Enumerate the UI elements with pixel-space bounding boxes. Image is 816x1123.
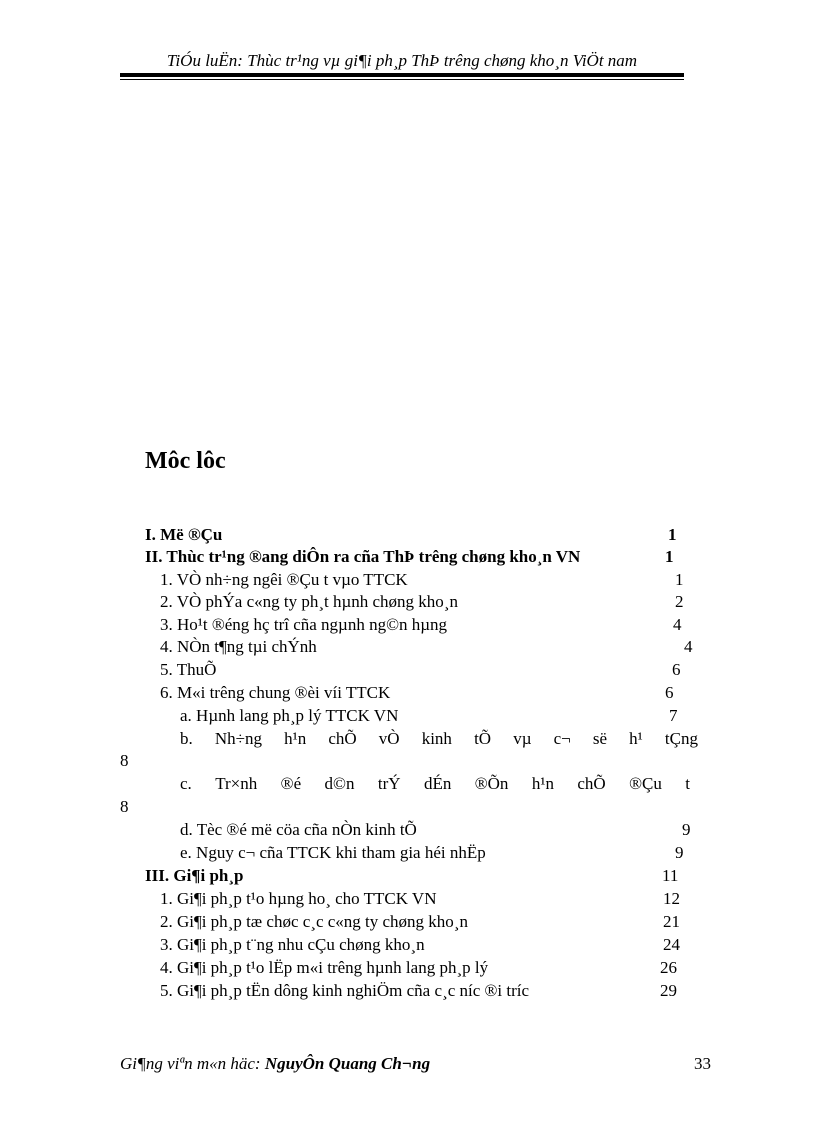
toc-entry — [160, 888, 690, 910]
toc-word: d©n — [324, 774, 355, 793]
toc-entry-label: 4. NÒn t¶ng tµi chÝnh — [160, 637, 317, 656]
toc-entry-label: 1. VÒ nh÷ng ngêi ®Çu t vµo TTCK — [160, 570, 408, 589]
toc-entry-page: 4 — [684, 637, 693, 656]
toc-entry-label: 6. M«i trêng chung ®èi víi TTCK — [160, 683, 391, 702]
header-rule — [120, 73, 684, 77]
toc-entry-label: 3. Gi¶i ph¸p t¨ng nhu cÇu chøng kho¸n — [160, 935, 425, 954]
toc-entry — [160, 659, 690, 681]
toc-entry — [160, 591, 690, 613]
toc-entry-page: 11 — [662, 866, 679, 885]
toc-word: së — [592, 729, 608, 748]
toc-heading: Môc lôc — [145, 448, 226, 474]
toc-entry-label: 2. Gi¶i ph¸p tæ chøc c¸c c«ng ty chøng kho¸n — [160, 912, 468, 931]
toc-entry — [160, 911, 690, 933]
toc-word: c¬ — [553, 729, 571, 748]
toc-entry-label: 2. VÒ phÝa c«ng ty ph¸t hµnh chøng kho¸n — [160, 592, 458, 611]
footer-lecturer-label: Gi¶ng viªn m«n häc: — [120, 1054, 265, 1073]
toc-word: b. — [180, 729, 193, 748]
toc-word: t — [685, 774, 690, 793]
toc-entry-label: d. Tèc ®é më cöa cña nÒn kinh tÕ — [180, 820, 417, 839]
toc-entry — [160, 682, 690, 704]
toc-word: vÒ — [378, 729, 400, 748]
toc-entry — [160, 569, 690, 591]
toc-entry-page: 29 — [660, 981, 677, 1000]
toc-word: ®Õn — [474, 774, 509, 793]
toc-word: chÕ — [577, 774, 606, 793]
toc-word: ®Çu — [629, 774, 662, 793]
header-rule-thin — [120, 79, 684, 80]
toc-entry — [160, 980, 690, 1002]
toc-entry-page: 9 — [682, 820, 691, 839]
toc-entry-page: 1 — [675, 570, 684, 589]
toc-entry-label: 3. Ho¹t ®éng hç trî cña ngµnh ng©n hµng — [160, 615, 448, 634]
toc-entry-page: 6 — [672, 660, 681, 679]
toc-entry — [160, 614, 690, 636]
toc-word: vµ — [513, 729, 532, 748]
toc-entry-page: 26 — [660, 958, 677, 977]
toc-subentry — [180, 819, 700, 841]
toc-word: ®é — [280, 774, 302, 793]
toc-entry — [160, 957, 690, 979]
toc-entry-label: III. Gi¶i ph¸p — [145, 866, 244, 885]
toc-entry-label: I. Më ®Çu — [145, 525, 223, 544]
toc-entry-label: 4. Gi¶i ph¸p t¹o lËp m«i trêng hµnh lang ph¸p lý — [160, 958, 489, 977]
running-header: TiÓu luËn: Thùc tr¹ng vµ gi¶i ph¸p ThÞ trêng chøng kho¸n ViÖt nam — [166, 51, 638, 70]
toc-word: h¹ — [629, 729, 643, 748]
toc-entry-page: 1 — [665, 547, 674, 566]
toc-wrapped-page: 8 — [120, 751, 129, 770]
toc-word: trÝ — [377, 774, 401, 793]
toc-subentry-justified — [180, 728, 698, 750]
page-number: 33 — [694, 1054, 711, 1073]
toc-entry-page: 21 — [663, 912, 680, 931]
toc-entry — [145, 524, 685, 546]
toc-entry-page: 12 — [663, 889, 680, 908]
toc-subentry — [180, 705, 690, 727]
footer-lecturer-name: NguyÔn Quang Ch¬ng — [264, 1054, 431, 1073]
toc-entry — [145, 546, 685, 568]
toc-word: Nh÷ng — [214, 729, 262, 748]
toc-entry-page: 1 — [668, 525, 677, 544]
toc-word: tÇng — [664, 729, 698, 748]
toc-entry-page: 24 — [663, 935, 680, 954]
toc-word: h¹n — [284, 729, 307, 748]
toc-entry-page: 9 — [675, 843, 684, 862]
toc-entry-label: 5. ThuÕ — [160, 660, 217, 679]
toc-entry — [160, 934, 690, 956]
toc-entry-page: 7 — [669, 706, 678, 725]
toc-entry-label: a. Hµnh lang ph¸p lý TTCK VN — [180, 706, 399, 725]
toc-entry-label: e. Nguy c¬ cña TTCK khi tham gia héi nhËp — [180, 843, 486, 862]
toc-subentry — [180, 842, 700, 864]
running-footer — [120, 1054, 430, 1074]
toc-entry — [145, 865, 685, 887]
toc-entry-label: II. Thùc tr¹ng ®ang diÔn ra cña ThÞ trêng chøng kho¸n VN — [145, 547, 581, 566]
toc-entry — [160, 636, 700, 658]
toc-entry-label: 5. Gi¶i ph¸p tËn dông kinh nghiÖm cña c¸c níc ®i tríc — [160, 981, 530, 1000]
toc-word: kinh — [421, 729, 452, 748]
toc-word: chÕ — [328, 729, 357, 748]
toc-word: Tr×nh — [215, 774, 258, 793]
toc-word: tÕ — [474, 729, 492, 748]
toc-word: dÉn — [423, 774, 452, 793]
toc-entry-page: 6 — [665, 683, 674, 702]
toc-word: c. — [180, 774, 192, 793]
toc-entry-page: 4 — [673, 615, 682, 634]
toc-wrapped-page: 8 — [120, 797, 129, 816]
toc-word: h¹n — [531, 774, 554, 793]
toc-entry-page: 2 — [675, 592, 684, 611]
toc-entry-label: 1. Gi¶i ph¸p t¹o hµng ho¸ cho TTCK VN — [160, 889, 437, 908]
toc-subentry-justified — [180, 773, 690, 795]
